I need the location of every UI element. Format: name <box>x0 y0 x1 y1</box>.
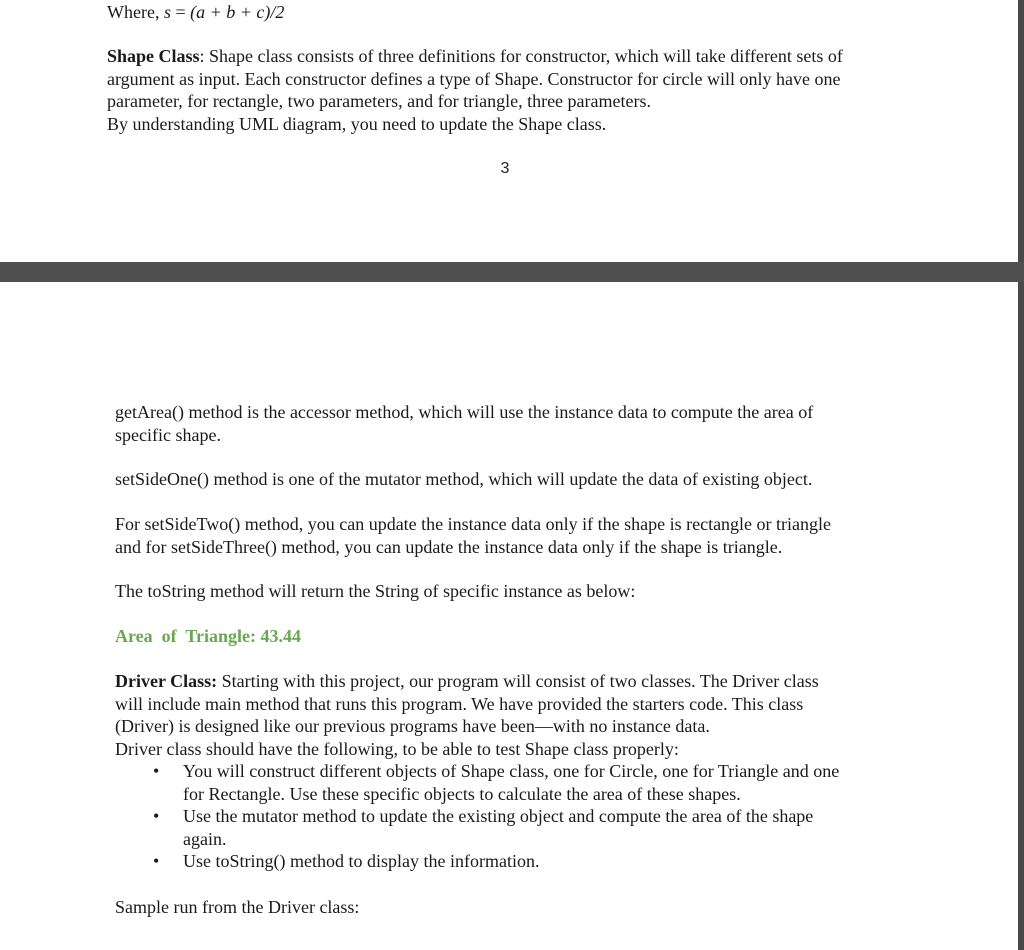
setsidetwo-line-1: For setSideTwo() method, you can update the instance data only if the shape is rectangle or triangle <box>115 514 832 534</box>
driver-class-label: Driver Class: <box>115 671 218 691</box>
list-item: • Use toString() method to display the information. <box>115 850 995 873</box>
window-right-border <box>1018 0 1024 950</box>
list-item: • Use the mutator method to update the existing object and compute the area of the shape again. <box>115 805 995 850</box>
formula-line <box>107 1 284 24</box>
where-prefix: Where, <box>107 2 164 22</box>
driver-requirements-list <box>115 760 995 873</box>
formula-equals: = <box>170 2 191 22</box>
uml-instruction: By understanding UML diagram, you need to update the Shape class. <box>107 113 607 134</box>
page-number: 3 <box>500 160 510 177</box>
getarea-paragraph <box>115 401 995 446</box>
shape-class-line-1: Shape Class: Shape class consists of three definitions for constructor, which will take different sets of <box>107 46 843 66</box>
formula-expression: (a + b + c)/2 <box>190 2 285 22</box>
document-page-4 <box>0 282 1018 950</box>
setsideone-paragraph: setSideOne() method is one of the mutator method, which will update the data of existing object. <box>115 469 813 489</box>
driver-line-4: Driver class should have the following, to be able to test Shape class properly: <box>115 738 679 759</box>
driver-class-paragraph <box>115 670 995 873</box>
shape-class-line-2: argument as input. Each constructor defines a type of Shape. Constructor for circle will only have one <box>107 68 841 89</box>
setsidetwo-line-2: and for setSideThree() method, you can update the instance data only if the shape is triangle. <box>115 536 783 557</box>
driver-line-2: will include main method that runs this program. We have provided the starters code. This class <box>115 693 804 714</box>
example-output: Area of Triangle: 43.44 <box>115 626 301 646</box>
driver-line-1: Driver Class: Starting with this project, our program will consist of two classes. The Driver class <box>115 671 819 691</box>
getarea-line-1: getArea() method is the accessor method, which will use the instance data to compute the area of <box>115 402 814 422</box>
page-separator <box>0 262 1024 282</box>
list-item: • You will construct different objects of Shape class, one for Circle, one for Triangle and one for Rectangle. Use these specific objects to calculate the area of these shapes. <box>115 760 995 805</box>
shape-class-paragraph <box>107 45 1007 135</box>
sample-run-label: Sample run from the Driver class: <box>115 897 360 917</box>
shape-class-line-3: parameter, for rectangle, two parameters, and for triangle, three parameters. <box>107 91 651 111</box>
document-page-3 <box>0 0 1018 262</box>
getarea-line-2: specific shape. <box>115 424 221 445</box>
formula-s: s <box>163 2 171 22</box>
shape-class-label: Shape Class <box>107 46 200 66</box>
tostring-intro: The toString method will return the String of specific instance as below: <box>115 581 636 601</box>
driver-line-3: (Driver) is designed like our previous programs have been—with no instance data. <box>115 716 710 736</box>
setsidetwo-paragraph <box>115 513 995 558</box>
